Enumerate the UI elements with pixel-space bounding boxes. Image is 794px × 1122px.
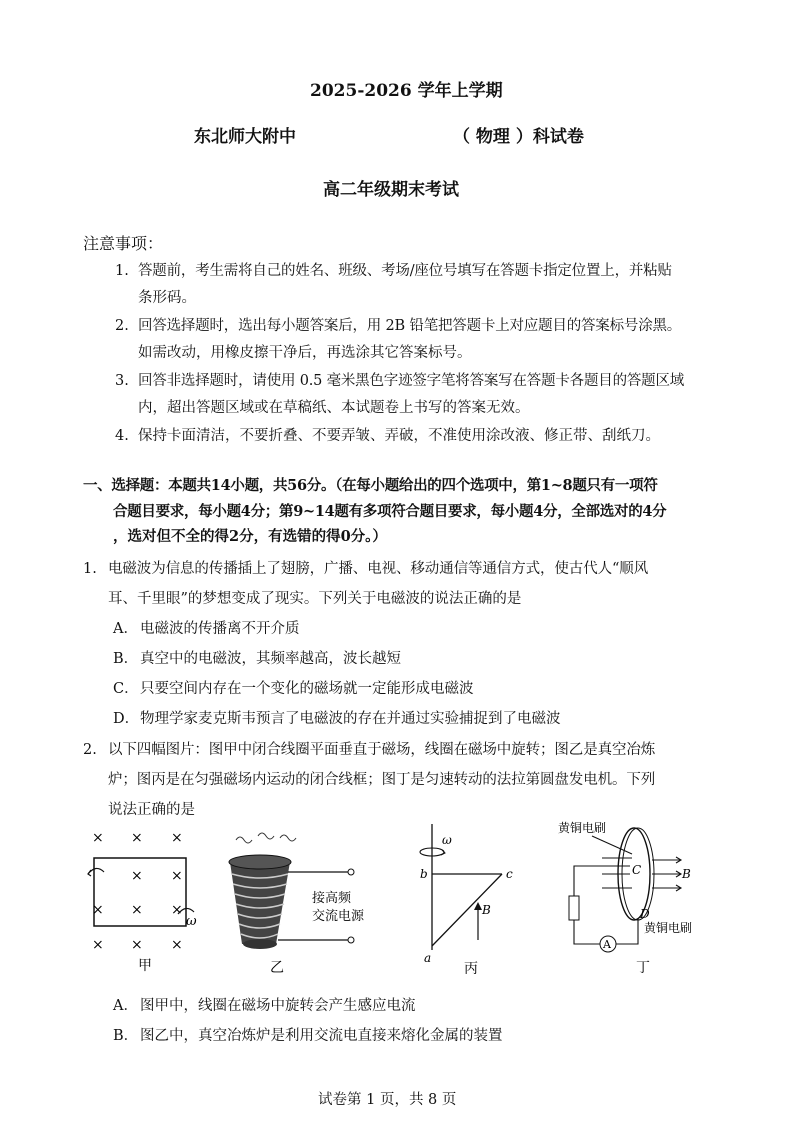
page-footer: 试卷第 1 页，共 8 页 — [318, 1092, 457, 1108]
jia-cross: × — [171, 868, 183, 884]
figure-yi-caption: 乙 — [270, 960, 284, 974]
bing-a: a — [424, 951, 432, 965]
q1-number: 1. — [83, 561, 97, 577]
q2-number: 2. — [83, 742, 97, 758]
q1-option-c-label: C． — [113, 681, 139, 697]
yi-label-1: 接高频 — [312, 891, 352, 906]
subject-title: （ 物理 ）科试卷 — [453, 127, 584, 147]
ding-brush-top: 黄铜电刷 — [558, 821, 607, 835]
ding-brush-bottom: 黄铜电刷 — [644, 921, 693, 935]
q1-option-a-label: A． — [113, 621, 138, 637]
q1-stem-line-1: 电磁波为信息的传播插上了翅膀，广播、电视、移动通信等通信方式，使古代人“顺风 — [108, 561, 649, 577]
q1-stem-line-2: 耳、千里眼”的梦想变成了现实。下列关于电磁波的说法正确的是 — [108, 591, 522, 607]
q2-option-b: 图乙中，真空冶炼炉是利用交流电直接来熔化金属的装置 — [140, 1028, 503, 1044]
bing-omega: ω — [442, 833, 452, 847]
jia-cross: × — [171, 902, 183, 918]
q2-stem-line-3: 说法正确的是 — [108, 802, 195, 818]
notice-item-3-line-2: 内，超出答题区域或在草稿纸、本试题卷上书写的答案无效。 — [138, 400, 530, 416]
bing-field: B — [482, 903, 491, 917]
notice-item-1-num: 1. — [115, 263, 129, 279]
notice-title: 注意事项： — [83, 234, 164, 253]
ding-ammeter: A — [603, 938, 611, 951]
figure-yi — [218, 832, 383, 974]
q2-option-b-label: B． — [113, 1028, 139, 1044]
ding-field: B — [682, 867, 691, 881]
notice-item-3-line-1: 回答非选择题时，请使用 0.5 毫米黑色字迹签字笔将答案写在答题卡各题目的答题区域 — [138, 373, 685, 389]
school-name: 东北师大附中 — [194, 127, 296, 147]
jia-cross: × — [131, 902, 143, 918]
jia-cross: × — [92, 830, 104, 846]
ding-C: C — [632, 863, 642, 877]
q2-stem-line-1: 以下四幅图片：图甲中闭合线圈平面垂直于磁场，线圈在磁场中旋转；图乙是真空冶炼 — [108, 742, 656, 758]
exam-title: 高二年级期末考试 — [323, 180, 459, 200]
q1-option-d: 物理学家麦克斯韦预言了电磁波的存在并通过实验捕捉到了电磁波 — [140, 711, 561, 727]
notice-item-2-line-1: 回答选择题时，选出每小题答案后，用 2B 铅笔把答题卡上对应题目的答案标号涂黑。 — [138, 318, 682, 334]
yi-label-2: 交流电源 — [312, 909, 365, 924]
section1-line-1: 一、选择题：本题共14小题，共56分。（在每小题给出的四个选项中，第1~8题只有一项符 — [83, 477, 658, 494]
section1-line-3: ，选对但不全的得2分，有选错的得0分。） — [113, 528, 387, 545]
q1-option-b-label: B． — [113, 651, 139, 667]
jia-cross: × — [131, 868, 143, 884]
notice-item-4-line-1: 保持卡面清洁，不要折叠、不要弄皱、弄破，不准使用涂改液、修正带、刮纸刀。 — [138, 428, 660, 444]
q2-option-a-label: A． — [113, 998, 138, 1014]
figure-jia — [82, 822, 212, 972]
q1-option-c: 只要空间内存在一个变化的磁场就一定能形成电磁波 — [140, 681, 474, 697]
notice-item-2-num: 2. — [115, 318, 129, 334]
jia-cross: × — [171, 830, 183, 846]
bing-c: c — [506, 867, 513, 881]
jia-cross: × — [92, 902, 104, 918]
jia-cross: × — [131, 937, 143, 953]
notice-item-4-num: 4. — [115, 428, 129, 444]
figure-ding — [552, 818, 722, 974]
figure-ding-caption: 丁 — [636, 960, 650, 974]
q1-option-b: 真空中的电磁波，其频率越高，波长越短 — [140, 651, 401, 667]
q2-option-a: 图甲中，线圈在磁场中旋转会产生感应电流 — [140, 998, 416, 1014]
ding-D: D — [640, 907, 650, 921]
jia-cross: × — [92, 937, 104, 953]
q1-option-d-label: D． — [113, 711, 140, 727]
term-title: 2025-2026 学年上学期 — [310, 81, 503, 101]
jia-omega: ω — [186, 914, 197, 929]
q2-stem-line-2: 炉；图丙是在匀强磁场内运动的闭合线框；图丁是匀速转动的法拉第圆盘发电机。下列 — [108, 772, 656, 788]
jia-cross: × — [171, 937, 183, 953]
notice-item-1-line-2: 条形码。 — [138, 290, 196, 306]
bing-b: b — [420, 867, 428, 881]
section1-line-2: 合题目要求，每小题4分；第9~14题有多项符合题目要求，每小题4分，全部选对的4分 — [113, 503, 667, 520]
figure-bing-caption: 丙 — [464, 961, 478, 974]
notice-item-1-line-1: 答题前，考生需将自己的姓名、班级、考场/座位号填写在答题卡指定位置上，并粘贴 — [138, 263, 672, 279]
jia-cross: × — [131, 830, 143, 846]
figure-bing — [412, 822, 522, 974]
notice-item-3-num: 3. — [115, 373, 129, 389]
q1-option-a: 电磁波的传播离不开介质 — [140, 621, 300, 637]
figure-jia-caption: 甲 — [138, 958, 152, 972]
notice-item-2-line-2: 如需改动，用橡皮擦干净后，再选涂其它答案标号。 — [138, 345, 472, 361]
